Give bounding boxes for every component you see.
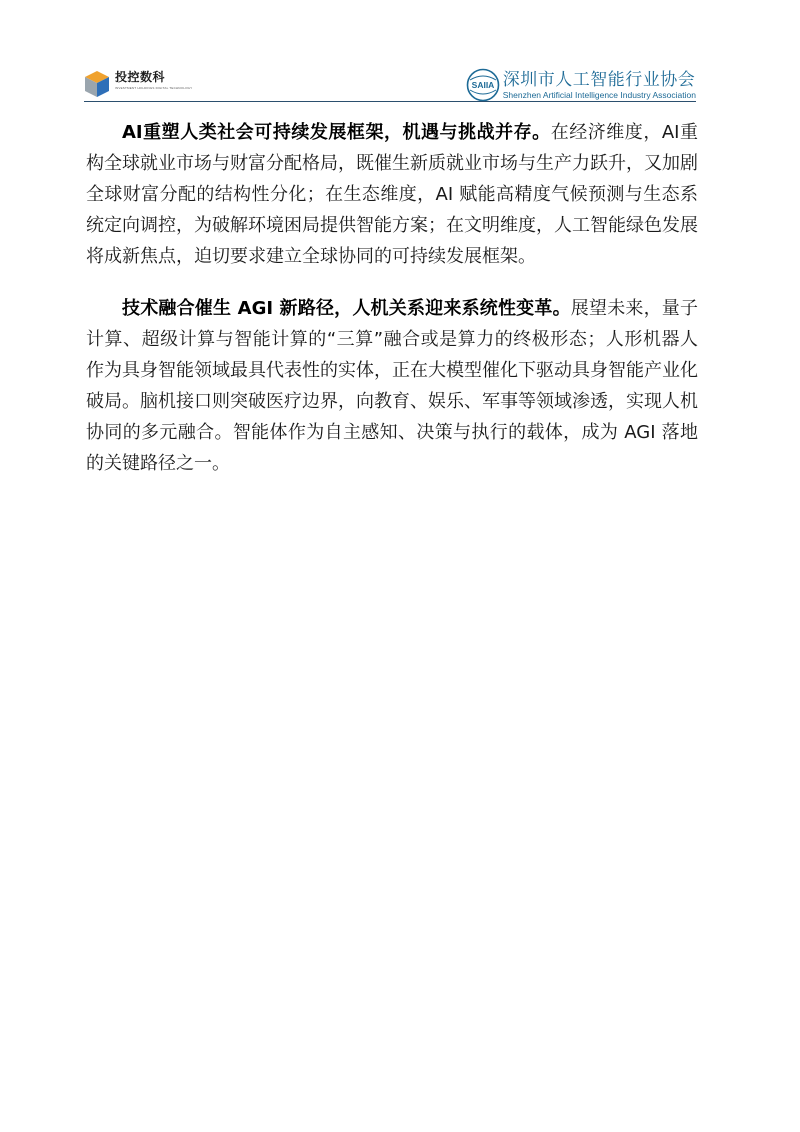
association-name-cn: 深圳市人工智能行业协会 <box>502 69 696 90</box>
header-divider <box>84 101 696 102</box>
association-logo <box>466 68 696 102</box>
investment-digital-logo <box>84 70 192 98</box>
page-header <box>84 68 696 102</box>
svg-text:SAIIA: SAIIA <box>471 80 495 90</box>
association-name-en: Shenzhen Artificial Intelligence Industry Association <box>502 89 696 100</box>
document-body <box>86 117 698 500</box>
paragraph-text: 在经济维度，AI重构全球就业市场与财富分配格局，既催生新质就业市场与生产力跃升，又加剧全球财富分配的结构性分化；在生态维度，AI 赋能高精度气候预测与生态系统定向调控，为破解环境困局提供智能方案；在文明维度，人工智能绿色发展将成新焦点，迫切要求建立全球协同的可持续发展框架。 <box>86 122 698 267</box>
saiia-seal-icon <box>466 68 500 102</box>
left-logo-name: 投控数科 <box>115 70 166 84</box>
paragraph-lead: 技术融合催生 AGI 新路径，人机关系迎来系统性变革。 <box>122 298 571 319</box>
cube-logo-icon <box>84 70 110 98</box>
paragraph-ai-sustainability <box>86 117 698 272</box>
paragraph-agi-paths <box>86 293 698 479</box>
paragraph-text: 展望未来，量子计算、超级计算与智能计算的“三算”融合或是算力的终极形态；人形机器人作为具身智能领域最具代表性的实体，正在大模型催化下驱动具身智能产业化破局。脑机接口则突破医疗边界，向教育、娱乐、军事等领域渗透，实现人机协同的多元融合。智能体作为自主感知、决策与执行的载体，成为 AGI 落地的关键路径之一。 <box>86 298 699 474</box>
paragraph-lead: AI重塑人类社会可持续发展框架，机遇与挑战并存。 <box>122 122 551 143</box>
left-logo-subtitle: INVESTMENT HOLDINGS DIGITAL TECHNOLOGY <box>115 86 193 90</box>
